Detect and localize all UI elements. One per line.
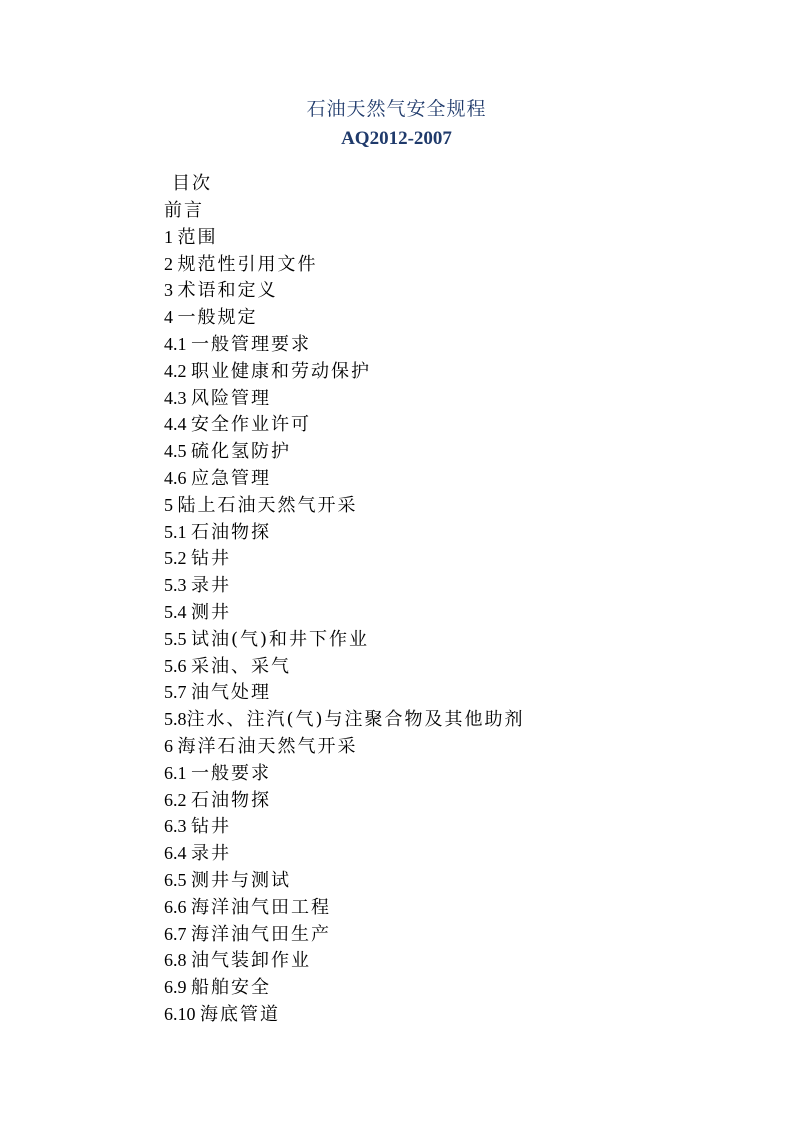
toc-entry-text: 海洋油气田工程 [191,896,331,918]
toc-entry-number: 5.8 [164,709,187,730]
toc-entry-number: 6.9 [164,977,191,998]
toc-entry-number: 5.4 [164,601,191,622]
toc-entry-text: 钻井 [191,816,231,838]
toc-entry-text: 职业健康和劳动保护 [191,360,371,382]
toc-entry-text: 录井 [191,575,231,597]
toc-entry-number: 5 [164,494,178,515]
toc-entry [164,545,724,572]
toc-entry-number: 6.1 [164,762,191,783]
toc-entry [164,304,724,331]
toc-entry-number: 5.1 [164,521,191,542]
toc-entry-number: 4.6 [164,467,191,488]
toc-entry-number: 2 [164,253,178,274]
toc-entry [164,947,724,974]
toc-entry [164,224,724,251]
toc-entry-number: 6.3 [164,816,191,837]
toc-entry [164,358,724,385]
toc-entry-text: 石油物探 [191,521,271,543]
toc-entry [164,813,724,840]
toc-entry-number: 5.3 [164,575,191,596]
toc-entry [164,197,724,224]
toc-entry-text: 应急管理 [191,467,271,489]
document-code: AQ2012-2007 [341,128,452,149]
toc-entry-text: 船舶安全 [191,977,271,999]
toc-entry-number: 4.2 [164,360,191,381]
toc-entry [164,492,724,519]
toc-entry-number: 4.1 [164,333,191,354]
toc-entry-text: 一般要求 [191,762,271,784]
toc-entry-text: 风险管理 [191,387,271,409]
toc-entry-number: 5.2 [164,548,191,569]
toc-entry [164,438,724,465]
toc-entry-text: 采油、采气 [191,655,291,677]
toc-entry [164,411,724,438]
toc-entry-number: 4.4 [164,414,191,435]
toc-entry [164,331,724,358]
toc-entry [164,626,724,653]
toc-entry-text: 安全作业许可 [191,414,311,436]
toc-entry-text: 海底管道 [200,1003,280,1025]
toc-entry-text: 陆上石油天然气开采 [177,494,358,516]
toc-entry-text: 测井 [191,601,231,623]
toc-entry-text: 海洋石油天然气开采 [177,735,358,757]
toc-entry-number: 6.2 [164,789,191,810]
toc-entry-number: 4.3 [164,387,191,408]
toc-entry [164,277,724,304]
toc-entry-number: 6.4 [164,843,191,864]
toc-entry [164,733,724,760]
toc-entry [164,519,724,546]
toc-entry-text: 范围 [177,226,218,248]
toc-entry [164,599,724,626]
toc-entry-number: 6.8 [164,950,191,971]
toc-entry [164,465,724,492]
toc-entry-text: 一般规定 [177,307,258,329]
toc-entry-number: 6.6 [164,896,191,917]
toc-entry-text: 规范性引用文件 [177,253,318,275]
toc-entry-text: 一般管理要求 [191,333,311,355]
toc-entry-text: 术语和定义 [177,280,278,302]
toc-entry [164,921,724,948]
toc-entry [164,653,724,680]
toc-entry [164,760,724,787]
toc-entry-text: 试油(气)和井下作业 [191,628,370,650]
toc-entry-text: 前言 [164,200,204,221]
toc-entry-number: 4 [164,307,178,328]
toc-entry-number: 1 [164,226,178,247]
toc-entry-text: 注水、注汽(气)与注聚合物及其他助剂 [186,709,525,731]
toc-list [164,197,724,1028]
toc-entry [164,974,724,1001]
toc-entry [164,572,724,599]
toc-entry-number: 5.5 [164,628,191,649]
document-title: 石油天然气安全规程 [306,98,487,120]
toc-entry-text: 录井 [191,843,231,865]
toc-entry [164,706,724,733]
toc-entry [164,894,724,921]
toc-entry [164,787,724,814]
toc-entry-text: 石油物探 [191,789,271,811]
toc-entry [164,1001,724,1028]
toc-entry-text: 油气处理 [191,682,271,704]
toc-entry-number: 6.5 [164,869,191,890]
toc-entry-number: 4.5 [164,441,191,462]
toc-entry [164,867,724,894]
toc-entry-text: 测井与测试 [191,869,291,891]
toc-entry-text: 钻井 [191,548,231,570]
toc-entry-number: 6 [164,735,178,756]
toc-entry [164,679,724,706]
toc-entry [164,251,724,278]
toc-entry-number: 5.7 [164,682,191,703]
toc-entry-text: 硫化氢防护 [191,441,291,463]
toc-entry-text: 海洋油气田生产 [191,923,331,945]
toc-entry-number: 6.10 [164,1003,200,1024]
toc-entry [164,385,724,412]
toc-entry-number: 6.7 [164,923,191,944]
toc-entry-number: 3 [164,280,178,301]
toc-entry-text: 油气装卸作业 [191,950,311,972]
toc-heading: 目次 [172,173,212,194]
toc-entry-number: 5.6 [164,655,191,676]
toc-entry [164,840,724,867]
